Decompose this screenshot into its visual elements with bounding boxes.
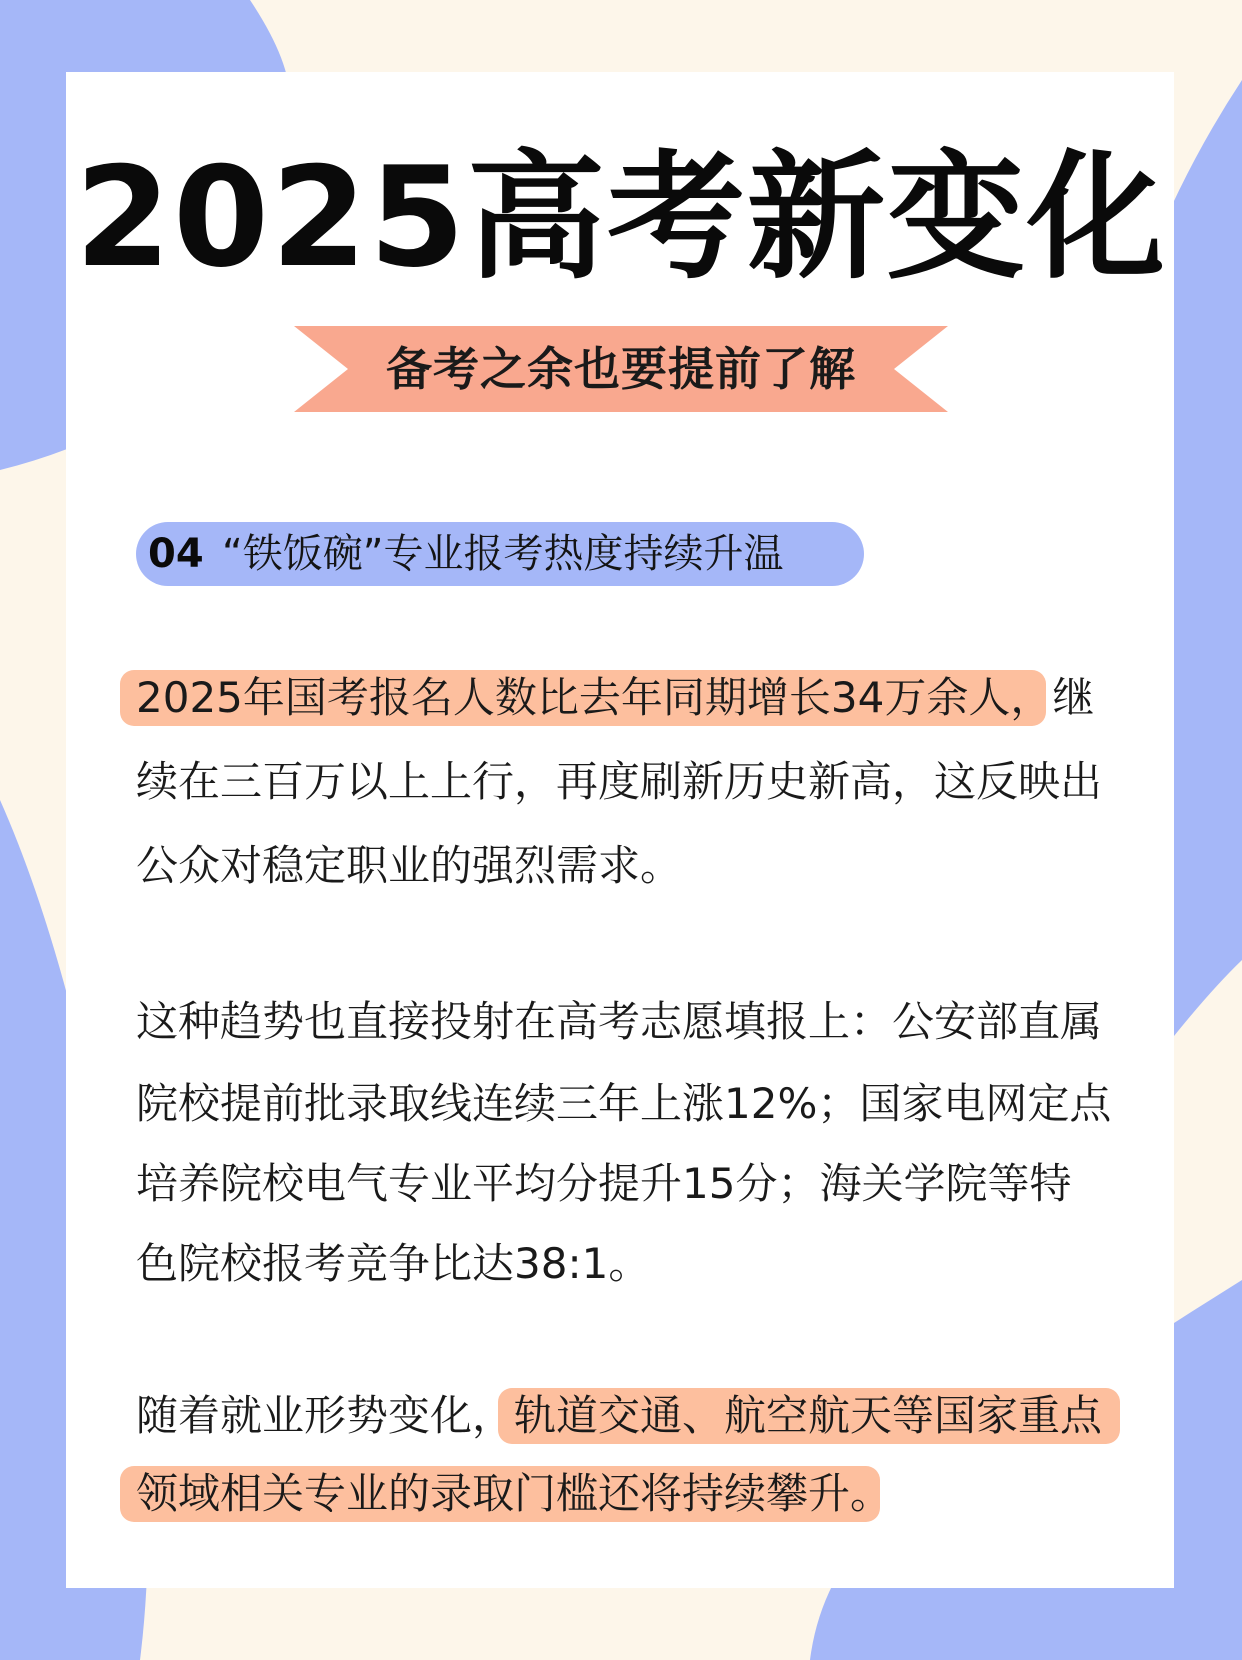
paragraph-2-line-3: 培养院校电气专业平均分提升15分；海关学院等特 — [136, 1159, 1072, 1208]
body-text: 随着就业形势变化， — [136, 1391, 515, 1440]
paragraph-1-line-2: 续在三百万以上上行，再度刷新历史新高，这反映出 — [136, 757, 1103, 806]
paragraph-1-line-3: 公众对稳定职业的强烈需求。 — [136, 841, 683, 890]
paragraph-3-line-1 — [136, 1386, 1102, 1446]
paragraph-2-line-1: 这种趋势也直接投射在高考志愿填报上：公安部直属 — [136, 997, 1103, 1046]
ribbon-text: 备考之余也要提前了解 — [386, 342, 856, 396]
page-title: 2025高考新变化 — [74, 137, 1168, 298]
highlighted-text: 领域相关专业的录取门槛还将持续攀升。 — [136, 1469, 893, 1518]
section-title: “铁饭碗”专业报考热度持续升温 — [222, 531, 784, 577]
subtitle-ribbon — [294, 326, 948, 412]
paragraph-1-line-1 — [136, 668, 1094, 728]
highlighted-text: 轨道交通、航空航天等国家重点 — [514, 1391, 1103, 1440]
paragraph-2-line-2: 院校提前批录取线连续三年上涨12%；国家电网定点 — [136, 1079, 1112, 1128]
content-card — [66, 72, 1174, 1588]
section-number: 04 — [148, 531, 204, 577]
paragraph-3-line-2 — [136, 1464, 892, 1524]
highlighted-text: 2025年国考报名人数比去年同期增长34万余人， — [136, 673, 1053, 722]
body-text: 继 — [1052, 673, 1095, 722]
paragraph-2-line-4: 色院校报考竞争比达38:1。 — [136, 1239, 651, 1288]
